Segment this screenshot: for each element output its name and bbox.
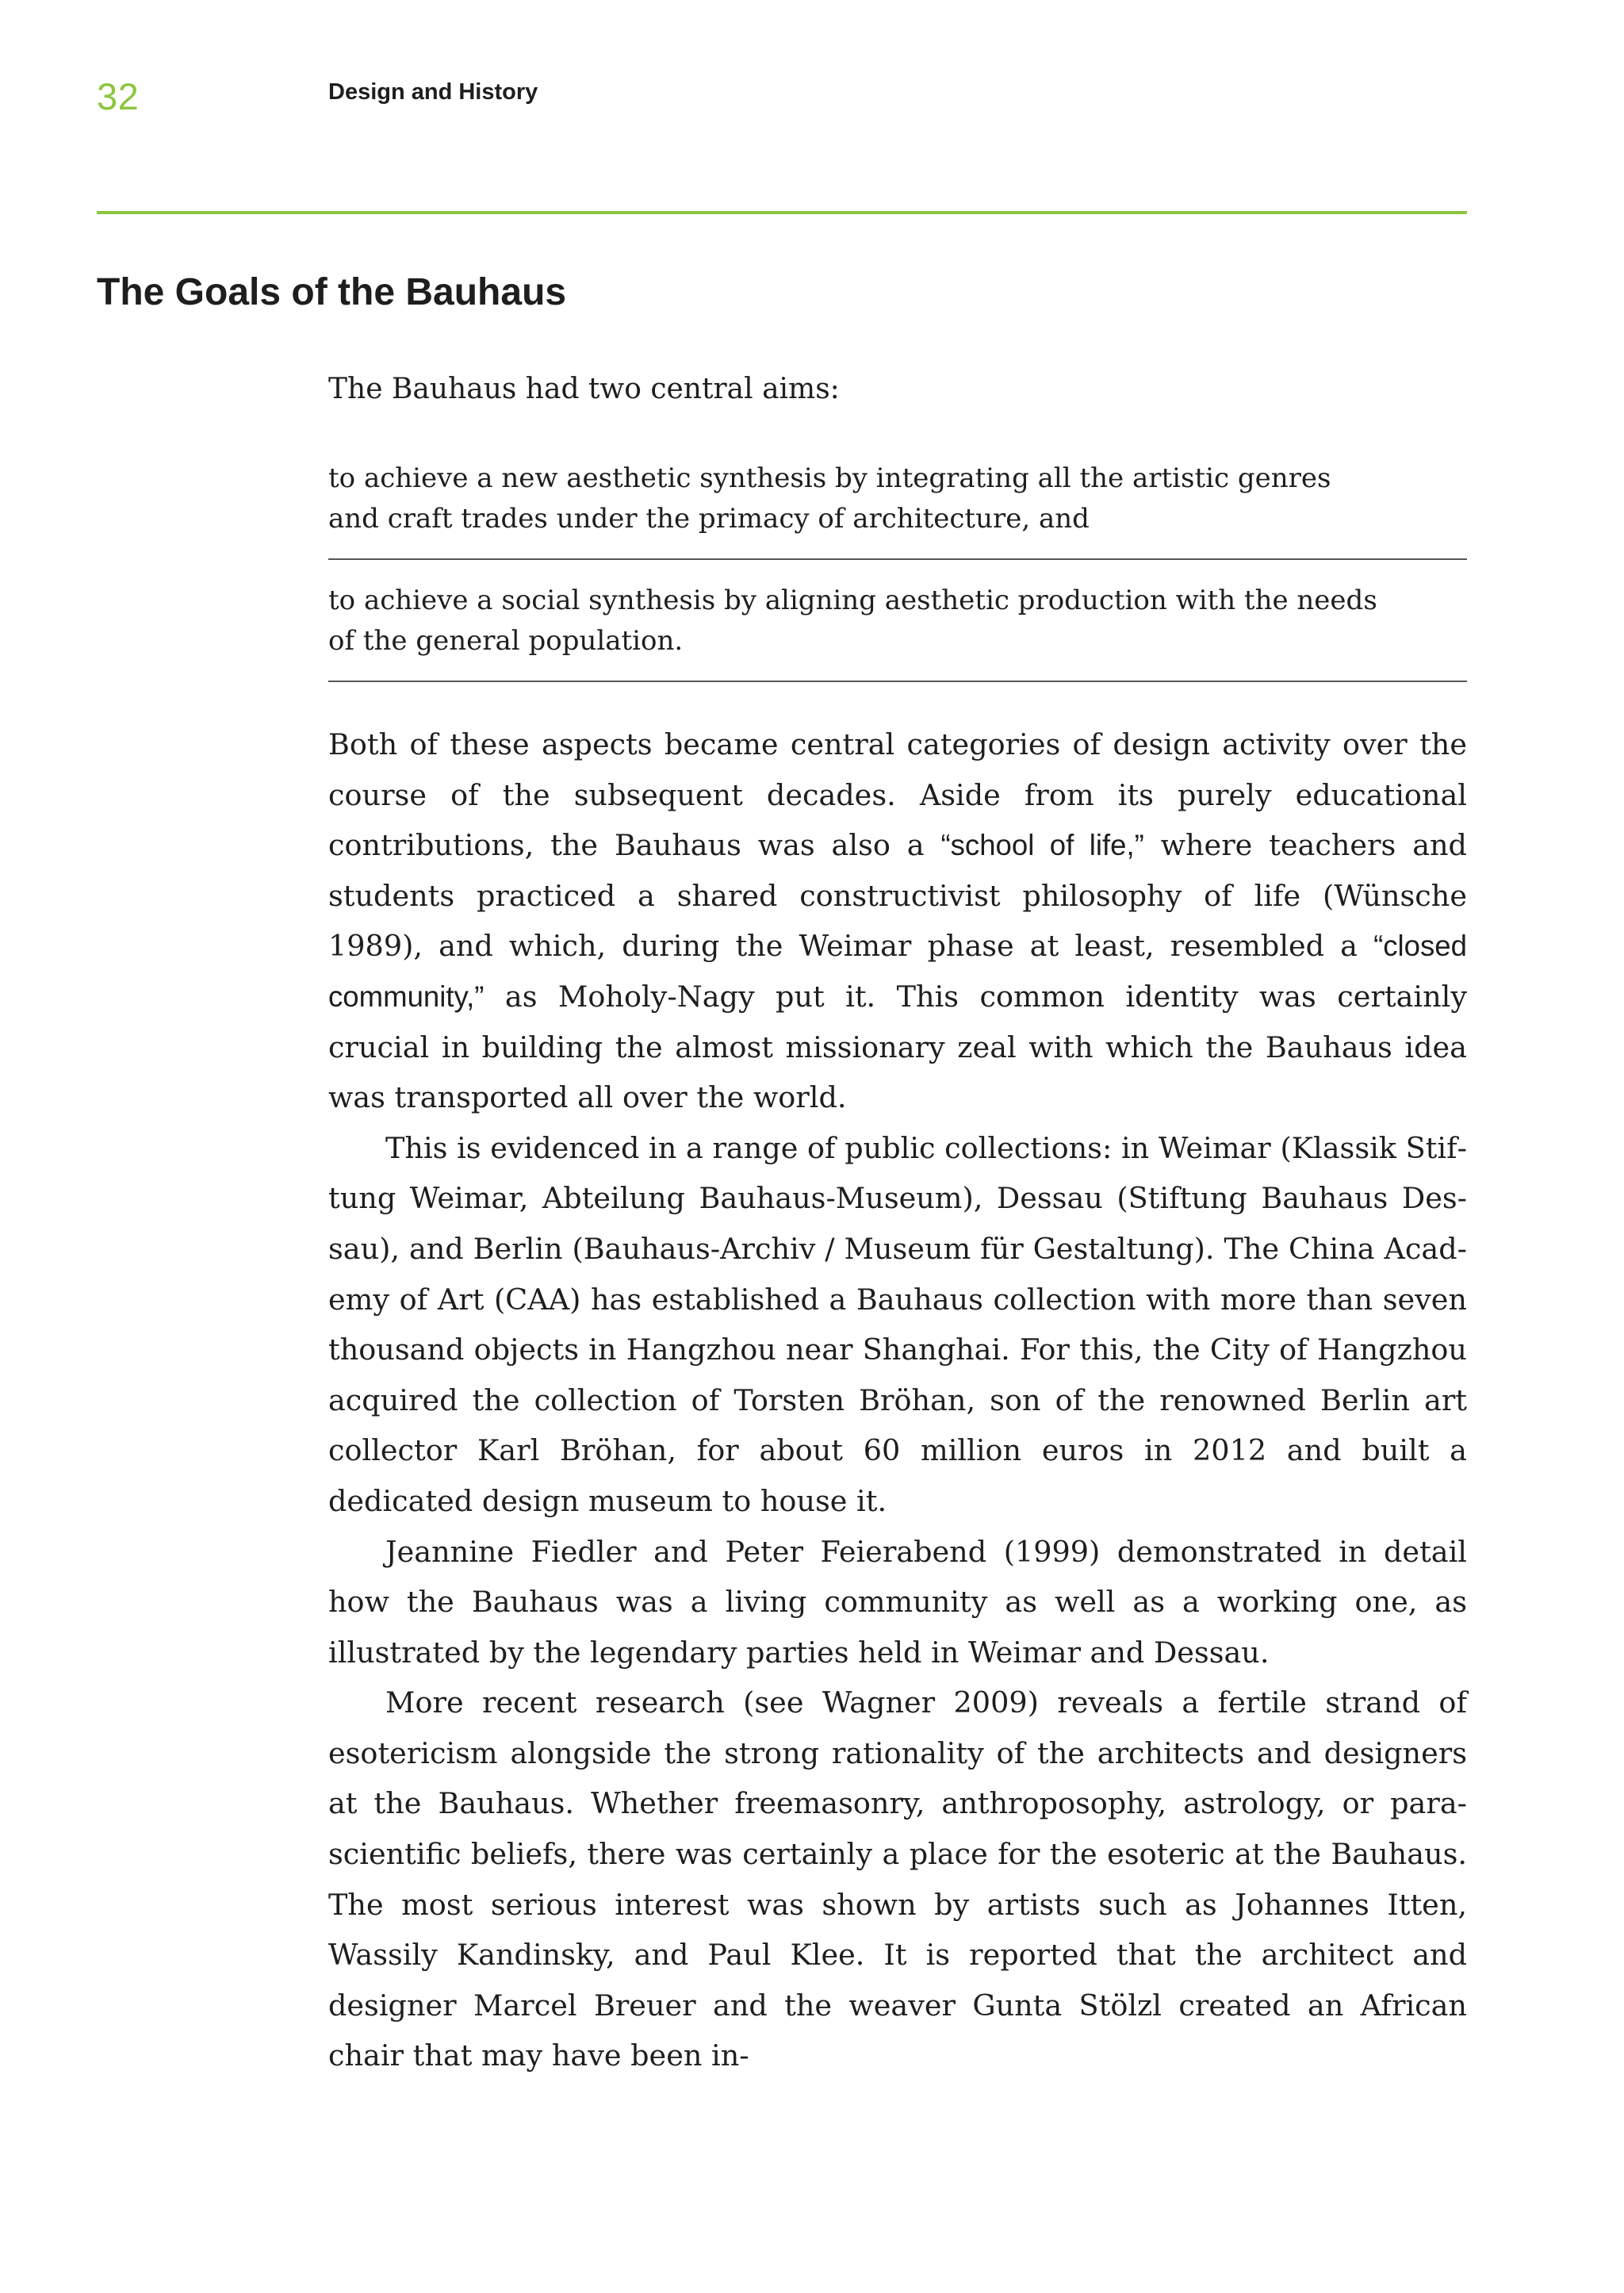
paragraph: This is evidenced in a range of public collections: in Weimar (Klassik Stiftung Weimar, Abteilung Bauhaus-Museum), Dessau (Stiftung Bauhaus Dessau), and Berlin (Bauhaus-Archiv / Museum für Gestaltung). The China Academy of Art (CAA) has established a Bauhaus collection with more than seven thousand objects in Hangzhou near Shanghai. For this, the City of Hangzhou acquired the collection of Torsten Bröhan, son of the renowned Berlin art collector Karl Bröhan, for about 60 million euros in 2012 and built a dedicated design museum to house it. (328, 1130, 1467, 1518)
page-number: 32 (97, 75, 140, 117)
quoted-phrase: “school of life,” (940, 829, 1144, 862)
quoted-phrase: “closed community,” (328, 930, 1467, 1013)
header-rule (97, 211, 1467, 214)
aim-item: to achieve a new aesthetic synthesis by integrating all the artistic genres and craft trades under the primacy of architecture, and (328, 458, 1467, 560)
aim-item: to achieve a social synthesis by aligning aesthetic production with the needs of the general population. (328, 581, 1467, 682)
running-head: Design and History (328, 79, 538, 105)
body-text (328, 719, 1467, 2081)
paragraph-text: Both of these aspects became central categories of design activity over the course of the subsequent decades. Aside from its purely educational contributions, the Bauhaus was also a (328, 727, 1467, 863)
paragraph (328, 719, 1467, 1123)
paragraph: More recent research (see Wagner 2009) reveals a fertile strand of esotericism alongside the strong rationality of the architects and designers at the Bauhaus. Whether freemasonry, anthroposophy, astrology, or para-scientific beliefs, there was certainly a place for the esoteric at the Bauhaus. The most serious interest was shown by artists such as Johannes Itten, Wassily Kandinsky, and Paul Klee. It is reported that the architect and designer Marcel Breuer and the weaver Gunta Stölzl created an African chair that may have been in- (328, 1685, 1467, 2073)
intro-text: The Bauhaus had two central aims: (328, 373, 840, 405)
paragraph-text: where teachers and students practiced a shared constructivist philosophy of life (Wünsche 1989), and which, during the Weimar phase at least, resembled a (328, 828, 1467, 964)
paragraph: Jeannine Fiedler and Peter Feierabend (1999) demonstrated in detail how the Bauhaus was a living community as well as a working one, as illustrated by the legendary parties held in Weimar and Dessau. (328, 1534, 1467, 1670)
aims-list (328, 458, 1467, 703)
paragraph-text: as Moholy-Nagy put it. This common identity was certainly crucial in building the almost missionary zeal with which the Bauhaus idea was transported all over the world. (328, 979, 1467, 1115)
section-title: The Goals of the Bauhaus (97, 271, 567, 313)
